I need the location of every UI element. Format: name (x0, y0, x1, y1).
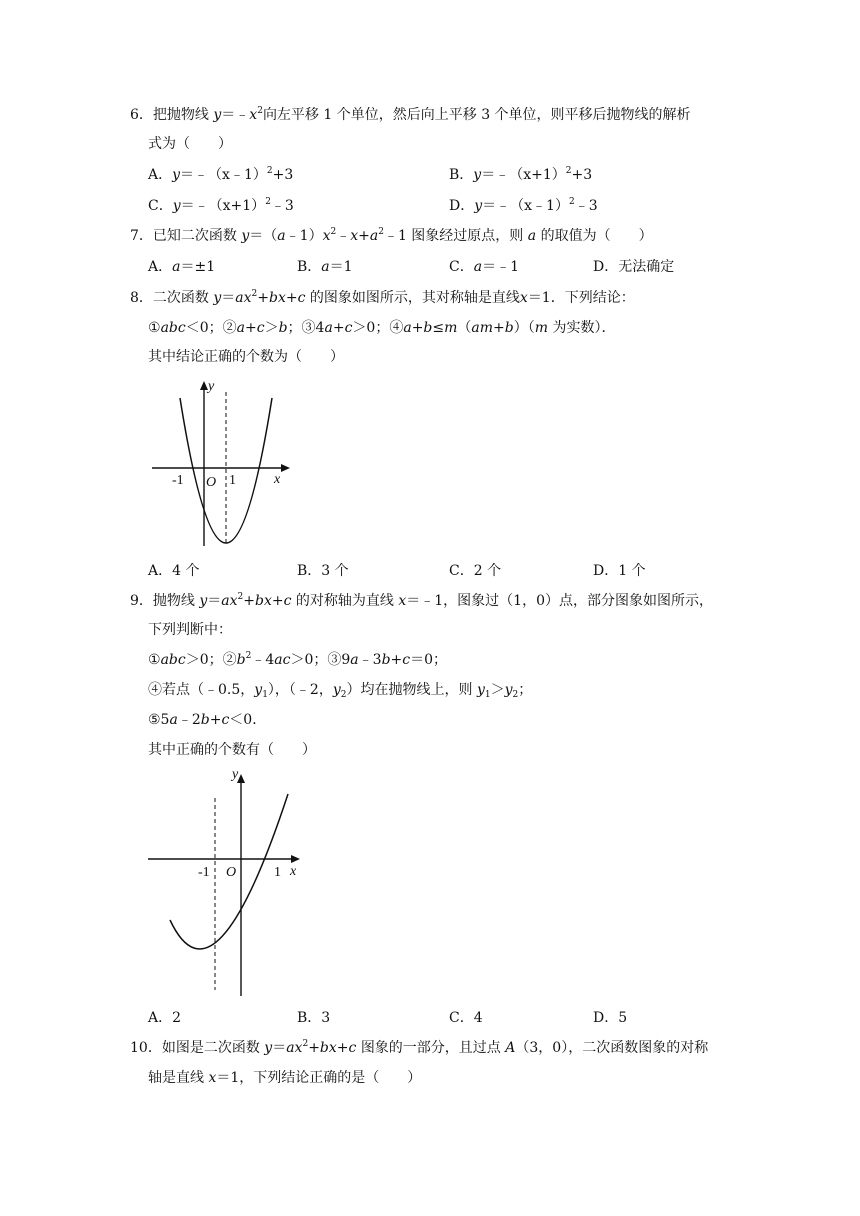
q8-tick-minus1: -1 (172, 473, 184, 488)
q7-stem: 7．已知二次函数 $y=(a﹣1)x^2﹣x+a^2﹣1$ 图象经过原点，则 a 的取值为（ ） (130, 227, 653, 244)
q8-option-b[interactable]: B．3 个 (297, 563, 349, 579)
q8-parabola-figure (150, 374, 295, 554)
q10-stem-line2: 轴是直线 x＝1，下列结论正确的是（ ） (148, 1070, 422, 1086)
q6-option-b[interactable]: B．$y=﹣(x+1)^2+3$ (449, 166, 593, 183)
q10-stem-line1: 10．如图是二次函数 $y=ax^2+bx+c$ 图象的一部分，且过点 A（3，0），二次函数图象的对称 (130, 1039, 709, 1056)
q8-x-label: x (274, 472, 281, 487)
q7-option-b[interactable]: B．a＝1 (297, 259, 353, 275)
q9-statement-5: ⑤5a﹣2b+c＜0． (148, 712, 267, 728)
q8-option-c[interactable]: C．2 个 (449, 563, 502, 579)
q9-stem-line6: 其中正确的个数有（ ） (148, 742, 316, 758)
q9-option-d[interactable]: D．5 (593, 1010, 628, 1026)
q9-statements-1-3: ①abc＞0；$②b^2﹣4ac>0$；③9a﹣3b+c＝0； (148, 651, 448, 668)
q8-conclusions: ①abc＜0；②a+c＞b；③4a+c＞0；④a+b≤m（am+b）（m 为实数）． (148, 320, 616, 336)
q8-option-d[interactable]: D．1 个 (593, 563, 646, 579)
q6-option-c[interactable]: C．$y=﹣(x+1)^2﹣3$ (148, 197, 294, 214)
q6-stem-line2: 式为（ ） (148, 136, 232, 152)
q7-option-a[interactable]: A．a＝±1 (148, 259, 216, 275)
q8-option-a[interactable]: A．4 个 (148, 563, 200, 579)
q9-option-c[interactable]: C．4 (449, 1010, 483, 1026)
q8-stem-line3: 其中结论正确的个数为（ ） (148, 349, 344, 365)
q9-x-label: x (290, 864, 297, 879)
q6-stem-line1: 6．把抛物线 $y=﹣x^2$向左平移 1 个单位，然后向上平移 3 个单位，则平移后抛物线的解析 (130, 106, 691, 123)
q9-tick-1: 1 (274, 865, 281, 880)
q9-option-b[interactable]: B．3 (297, 1010, 331, 1026)
q6-option-a[interactable]: A．y＝﹣（x﹣1）$^2$+3 (148, 166, 294, 183)
q9-y-label: y (232, 767, 239, 782)
q9-tick-minus1: -1 (198, 865, 210, 880)
q6-option-d[interactable]: D．y＝﹣（x﹣1）$^2$﹣3 (449, 197, 598, 214)
q8-y-arrow (200, 381, 208, 390)
q9-parabola-figure (146, 762, 308, 1000)
q9-origin-label: O (226, 865, 237, 880)
q9-option-a[interactable]: A．2 (148, 1010, 182, 1026)
q8-stem-line1: 8．二次函数 $y=ax^2+bx+c$ 的图象如图所示，其对称轴是直线x＝1．下列结论： (130, 289, 635, 306)
q9-x-arrow (291, 855, 300, 863)
q8-x-arrow (281, 464, 290, 472)
q8-y-label: y (208, 379, 215, 394)
q7-option-c[interactable]: C．a＝﹣1 (449, 259, 519, 275)
q9-stem-line2: 下列判断中： (148, 622, 232, 638)
q7-option-d[interactable]: D．无法确定 (593, 259, 675, 275)
q8-tick-1: 1 (229, 473, 236, 488)
q8-origin-label: O (206, 475, 217, 490)
q9-stem-line1: 9．抛物线 $y=ax^2+bx+c$ 的对称轴为直线 x＝﹣1，图象过（1，0）点，部分图象如图所示， (130, 592, 713, 609)
q9-statement-4: ④若点（﹣0.5，$y_1$），（﹣2，$y_2$）均在抛物线上，则 $y_1>y_2$； (148, 682, 533, 700)
